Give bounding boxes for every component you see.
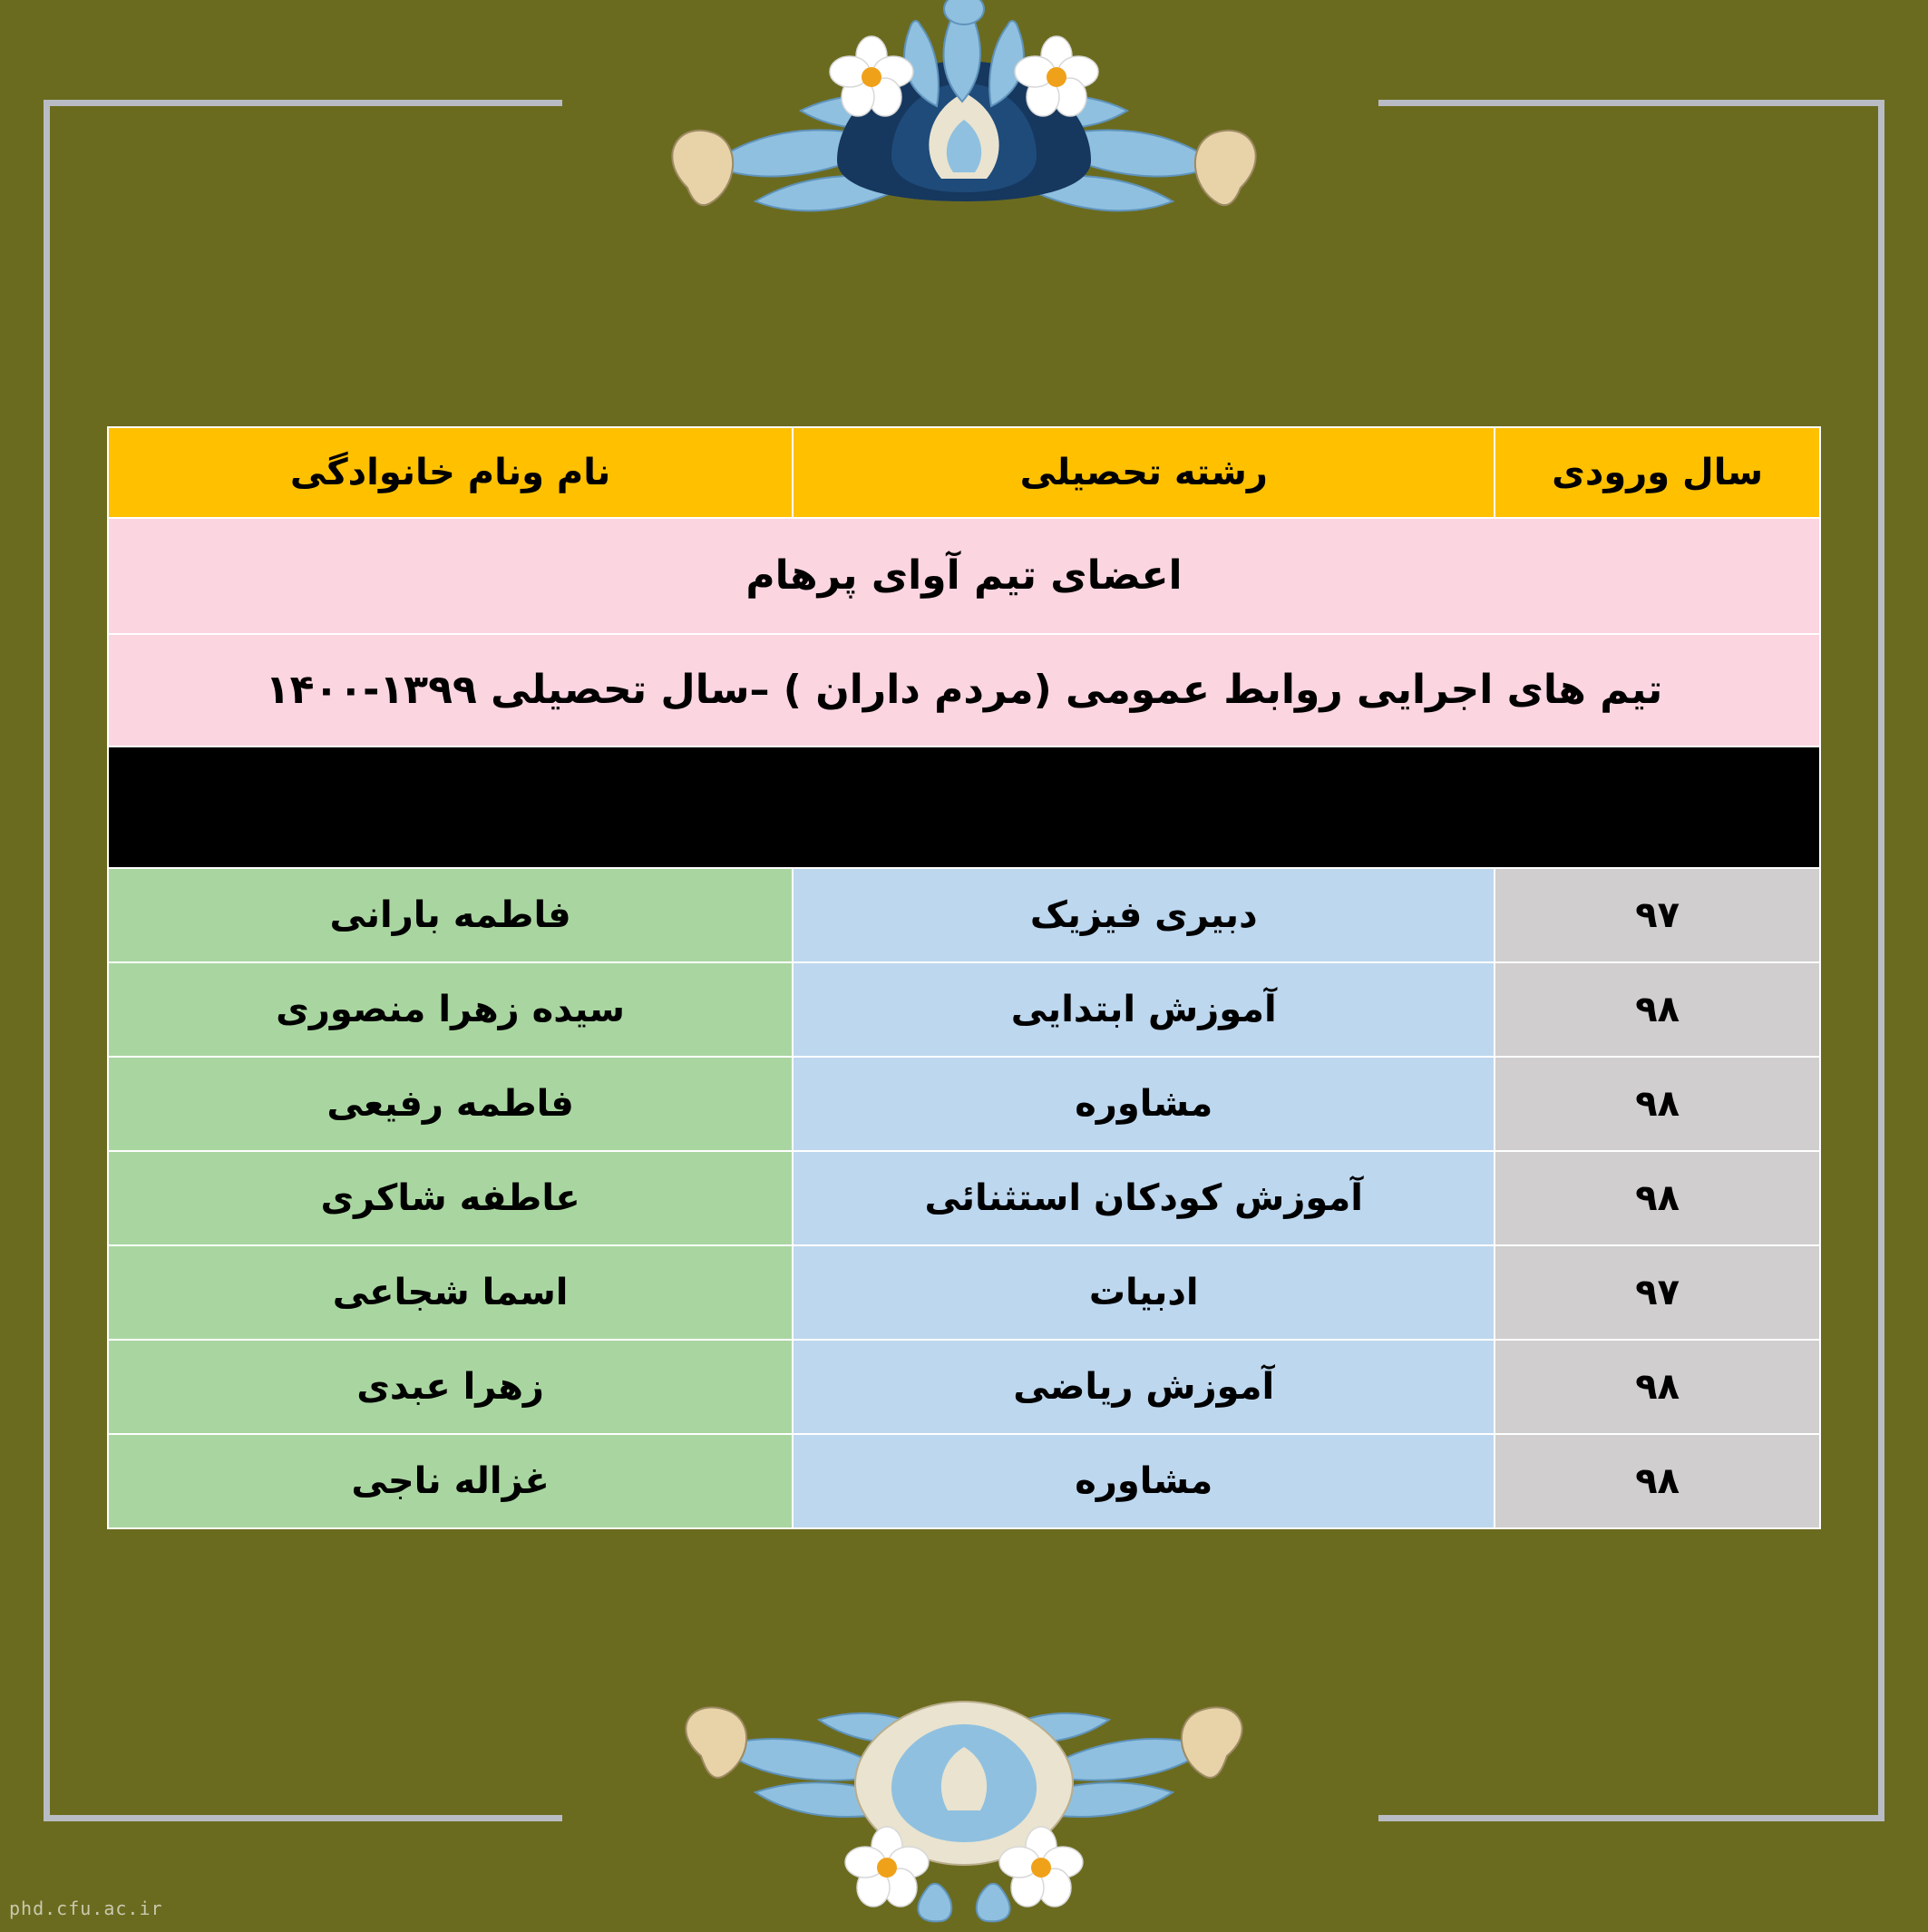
frame-gap-top <box>562 87 1378 120</box>
cell-field: مشاوره <box>793 1434 1495 1528</box>
cell-field: دبیری فیزیک <box>793 868 1495 962</box>
column-header-name: نام ونام خانوادگی <box>108 427 793 518</box>
cell-year: ۹۸ <box>1495 1340 1820 1434</box>
table-row <box>108 868 1820 962</box>
cell-year: ۹۸ <box>1495 1057 1820 1151</box>
table-body <box>108 868 1820 1528</box>
table-leader-row <box>108 746 1820 868</box>
cell-name: سیده زهرا منصوری <box>108 962 793 1057</box>
cell-year: ۹۸ <box>1495 1151 1820 1245</box>
cell-name: فاطمه رفیعی <box>108 1057 793 1151</box>
cell-name: عاطفه شاکری <box>108 1151 793 1245</box>
cell-name: اسما شجاعی <box>108 1245 793 1340</box>
cell-name: فاطمه بارانی <box>108 868 793 962</box>
members-table <box>107 426 1821 1529</box>
cell-field: آموزش کودکان استثنائی <box>793 1151 1495 1245</box>
table-row <box>108 962 1820 1057</box>
members-table-container <box>107 426 1821 1529</box>
table-header <box>108 427 1820 518</box>
team-leader: مسئول تیم : الهام جهاندار <box>108 746 1820 868</box>
poster-title: اعضای تیم آوای پرهام <box>108 518 1820 634</box>
table-row <box>108 1151 1820 1245</box>
cell-year: ۹۸ <box>1495 1434 1820 1528</box>
column-header-year: سال ورودی <box>1495 427 1820 518</box>
cell-year: ۹۷ <box>1495 1245 1820 1340</box>
site-watermark: phd.cfu.ac.ir <box>9 1898 163 1919</box>
cell-field: آموزش ابتدایی <box>793 962 1495 1057</box>
column-header-field: رشته تحصیلی <box>793 427 1495 518</box>
table-row <box>108 1434 1820 1528</box>
cell-field: آموزش ریاضی <box>793 1340 1495 1434</box>
frame-gap-bottom <box>562 1801 1378 1838</box>
table-row <box>108 1245 1820 1340</box>
cell-name: زهرا عبدی <box>108 1340 793 1434</box>
cell-year: ۹۸ <box>1495 962 1820 1057</box>
cell-year: ۹۷ <box>1495 868 1820 962</box>
table-subtitle-row <box>108 634 1820 746</box>
table-header-row <box>108 427 1820 518</box>
table-row <box>108 1340 1820 1434</box>
table-title-row <box>108 518 1820 634</box>
poster-subtitle: تیم های اجرایی روابط عمومی (مردم داران ) –سال تحصیلی ۱۳۹۹-۱۴۰۰ <box>108 634 1820 746</box>
table-row <box>108 1057 1820 1151</box>
cell-field: مشاوره <box>793 1057 1495 1151</box>
cell-name: غزاله ناجی <box>108 1434 793 1528</box>
cell-field: ادبیات <box>793 1245 1495 1340</box>
